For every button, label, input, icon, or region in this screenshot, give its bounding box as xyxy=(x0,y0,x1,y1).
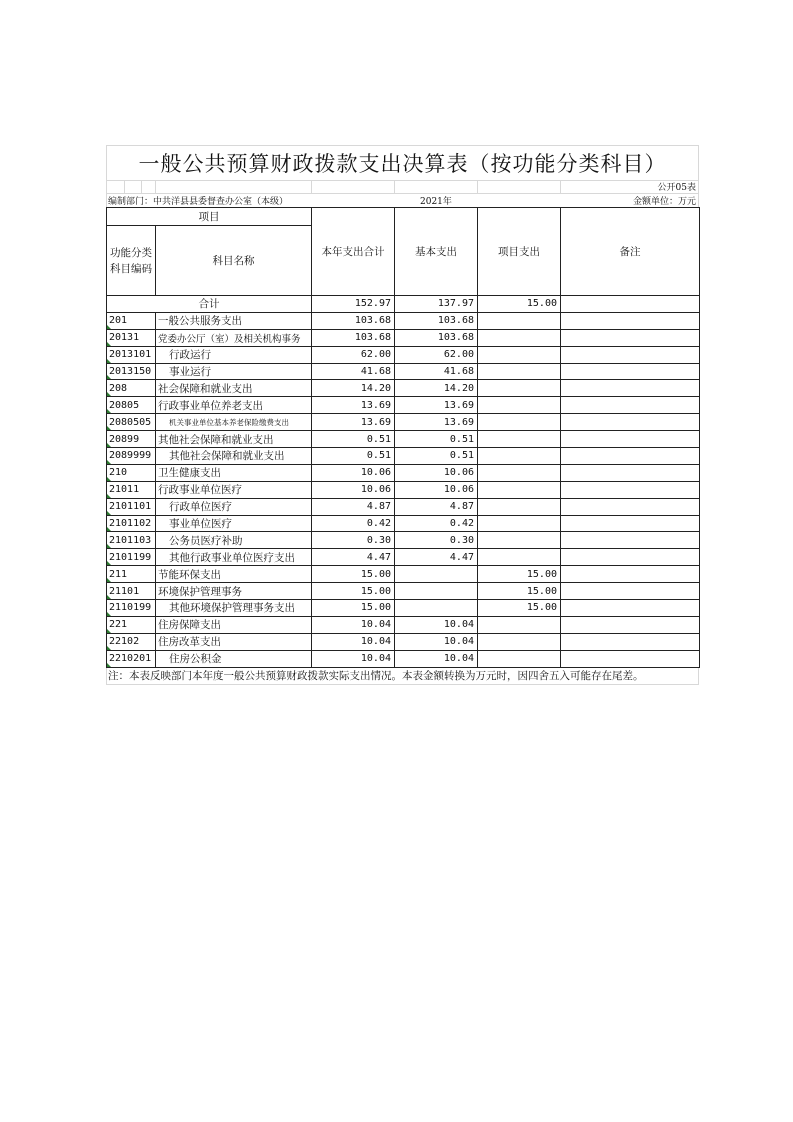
report-title: 一般公共预算财政拨款支出决算表（按功能分类科目） xyxy=(106,145,699,180)
row-total: 10.04 xyxy=(312,633,395,650)
report-sheet xyxy=(106,145,699,685)
table-row xyxy=(107,448,700,465)
header-total: 本年支出合计 xyxy=(312,208,395,296)
row-code: 22102 xyxy=(107,633,156,650)
row-name: 住房保障支出 xyxy=(156,616,312,633)
table-row xyxy=(107,380,700,397)
row-project xyxy=(478,464,561,481)
row-basic: 0.51 xyxy=(395,431,478,448)
row-name: 卫生健康支出 xyxy=(156,464,312,481)
row-total: 13.69 xyxy=(312,397,395,414)
row-code: 20131 xyxy=(107,329,156,346)
row-remark xyxy=(561,329,700,346)
row-basic: 4.87 xyxy=(395,498,478,515)
amount-unit: 金额单位：万元 xyxy=(632,197,696,207)
table-body xyxy=(107,296,700,668)
row-basic: 14.20 xyxy=(395,380,478,397)
row-name: 行政单位医疗 xyxy=(156,498,312,515)
row-basic xyxy=(395,583,478,600)
row-project xyxy=(478,397,561,414)
row-basic: 0.30 xyxy=(395,532,478,549)
table-row xyxy=(107,346,700,363)
row-name: 党委办公厅（室）及相关机构事务 xyxy=(156,329,312,346)
row-name: 其他社会保障和就业支出 xyxy=(156,448,312,465)
total-amount: 152.97 xyxy=(312,296,395,313)
table-row xyxy=(107,329,700,346)
row-remark xyxy=(561,633,700,650)
row-code: 2101101 xyxy=(107,498,156,515)
total-label: 合计 xyxy=(107,296,312,313)
header-remark: 备注 xyxy=(561,208,700,296)
row-project xyxy=(478,329,561,346)
total-project: 15.00 xyxy=(478,296,561,313)
table-row xyxy=(107,498,700,515)
row-code: 201 xyxy=(107,312,156,329)
row-total: 15.00 xyxy=(312,600,395,617)
table-row xyxy=(107,650,700,667)
row-name: 行政运行 xyxy=(156,346,312,363)
total-basic: 137.97 xyxy=(395,296,478,313)
row-basic: 13.69 xyxy=(395,414,478,431)
table-row xyxy=(107,431,700,448)
row-remark xyxy=(561,600,700,617)
header-name: 科目名称 xyxy=(156,226,312,296)
row-name: 一般公共服务支出 xyxy=(156,312,312,329)
row-code: 21101 xyxy=(107,583,156,600)
row-basic: 0.51 xyxy=(395,448,478,465)
row-project xyxy=(478,363,561,380)
row-basic: 4.47 xyxy=(395,549,478,566)
row-total: 62.00 xyxy=(312,346,395,363)
row-remark xyxy=(561,312,700,329)
row-total: 10.06 xyxy=(312,481,395,498)
row-remark xyxy=(561,650,700,667)
table-row xyxy=(107,312,700,329)
row-project xyxy=(478,414,561,431)
row-name: 社会保障和就业支出 xyxy=(156,380,312,397)
row-basic: 10.06 xyxy=(395,481,478,498)
row-project xyxy=(478,380,561,397)
row-code: 20899 xyxy=(107,431,156,448)
row-total: 10.04 xyxy=(312,650,395,667)
row-remark xyxy=(561,414,700,431)
table-row xyxy=(107,549,700,566)
row-name: 环境保护管理事务 xyxy=(156,583,312,600)
footnote: 注：本表反映部门本年度一般公共预算财政拨款实际支出情况。本表金额转换为万元时，因四舍五入可能存在尾差。 xyxy=(106,668,699,685)
row-remark xyxy=(561,397,700,414)
row-name: 其他环境保护管理事务支出 xyxy=(156,600,312,617)
table-row xyxy=(107,566,700,583)
row-basic: 10.04 xyxy=(395,616,478,633)
row-remark xyxy=(561,616,700,633)
row-project xyxy=(478,481,561,498)
row-code: 21011 xyxy=(107,481,156,498)
row-code: 2101103 xyxy=(107,532,156,549)
row-remark xyxy=(561,549,700,566)
row-basic xyxy=(395,566,478,583)
row-remark xyxy=(561,431,700,448)
row-name: 节能环保支出 xyxy=(156,566,312,583)
row-total: 4.87 xyxy=(312,498,395,515)
compiler-row xyxy=(106,193,699,207)
row-name: 住房改革支出 xyxy=(156,633,312,650)
total-remark xyxy=(561,296,700,313)
row-project xyxy=(478,515,561,532)
row-remark xyxy=(561,566,700,583)
row-total: 0.30 xyxy=(312,532,395,549)
row-remark xyxy=(561,380,700,397)
row-name: 事业单位医疗 xyxy=(156,515,312,532)
row-project xyxy=(478,650,561,667)
row-basic: 10.04 xyxy=(395,633,478,650)
row-name: 事业运行 xyxy=(156,363,312,380)
row-code: 2110199 xyxy=(107,600,156,617)
form-number: 公开05表 xyxy=(657,183,696,193)
row-basic: 62.00 xyxy=(395,346,478,363)
row-total: 103.68 xyxy=(312,329,395,346)
row-code: 208 xyxy=(107,380,156,397)
row-total: 15.00 xyxy=(312,566,395,583)
row-basic: 103.68 xyxy=(395,312,478,329)
row-code: 2101102 xyxy=(107,515,156,532)
table-row xyxy=(107,464,700,481)
row-total: 0.51 xyxy=(312,431,395,448)
row-remark xyxy=(561,532,700,549)
row-project xyxy=(478,448,561,465)
row-basic: 103.68 xyxy=(395,329,478,346)
table-row xyxy=(107,532,700,549)
row-remark xyxy=(561,481,700,498)
row-project xyxy=(478,498,561,515)
row-remark xyxy=(561,363,700,380)
row-total: 103.68 xyxy=(312,312,395,329)
row-total: 0.42 xyxy=(312,515,395,532)
form-number-row xyxy=(106,180,699,193)
row-remark xyxy=(561,515,700,532)
row-code: 20805 xyxy=(107,397,156,414)
row-code: 2101199 xyxy=(107,549,156,566)
header-item: 项目 xyxy=(107,208,312,226)
row-total: 0.51 xyxy=(312,448,395,465)
row-name: 公务员医疗补助 xyxy=(156,532,312,549)
row-remark xyxy=(561,498,700,515)
row-name: 机关事业单位基本养老保险缴费支出 xyxy=(156,414,312,431)
row-project xyxy=(478,633,561,650)
row-name: 住房公积金 xyxy=(156,650,312,667)
row-remark xyxy=(561,583,700,600)
row-name: 行政事业单位医疗 xyxy=(156,481,312,498)
table-row xyxy=(107,583,700,600)
row-project: 15.00 xyxy=(478,583,561,600)
row-total: 14.20 xyxy=(312,380,395,397)
row-name: 其他社会保障和就业支出 xyxy=(156,431,312,448)
header-basic: 基本支出 xyxy=(395,208,478,296)
table-row xyxy=(107,633,700,650)
row-project: 15.00 xyxy=(478,566,561,583)
row-project xyxy=(478,532,561,549)
row-code: 210 xyxy=(107,464,156,481)
table-row xyxy=(107,363,700,380)
total-row xyxy=(107,296,700,313)
row-total: 15.00 xyxy=(312,583,395,600)
table-row xyxy=(107,600,700,617)
row-code: 2080505 xyxy=(107,414,156,431)
row-project xyxy=(478,431,561,448)
row-total: 10.04 xyxy=(312,616,395,633)
header-code: 功能分类科目编码 xyxy=(107,226,156,296)
row-remark xyxy=(561,346,700,363)
row-basic: 0.42 xyxy=(395,515,478,532)
row-project xyxy=(478,312,561,329)
row-remark xyxy=(561,448,700,465)
table-row xyxy=(107,515,700,532)
row-project: 15.00 xyxy=(478,600,561,617)
report-year: 2021年 xyxy=(420,197,452,207)
table-row xyxy=(107,397,700,414)
expenditure-table xyxy=(106,207,700,668)
row-code: 2210201 xyxy=(107,650,156,667)
row-total: 10.06 xyxy=(312,464,395,481)
row-project xyxy=(478,616,561,633)
row-total: 41.68 xyxy=(312,363,395,380)
row-basic: 13.69 xyxy=(395,397,478,414)
row-project xyxy=(478,549,561,566)
compiler-dept: 编制部门：中共洋县县委督查办公室（本级） xyxy=(108,197,289,207)
row-remark xyxy=(561,464,700,481)
row-name: 其他行政事业单位医疗支出 xyxy=(156,549,312,566)
row-code: 2089999 xyxy=(107,448,156,465)
header-project: 项目支出 xyxy=(478,208,561,296)
row-code: 221 xyxy=(107,616,156,633)
row-code: 2013150 xyxy=(107,363,156,380)
row-basic: 10.06 xyxy=(395,464,478,481)
row-project xyxy=(478,346,561,363)
row-basic xyxy=(395,600,478,617)
table-row xyxy=(107,414,700,431)
table-row xyxy=(107,616,700,633)
table-row xyxy=(107,481,700,498)
row-code: 211 xyxy=(107,566,156,583)
row-total: 13.69 xyxy=(312,414,395,431)
row-name: 行政事业单位养老支出 xyxy=(156,397,312,414)
row-basic: 41.68 xyxy=(395,363,478,380)
row-code: 2013101 xyxy=(107,346,156,363)
row-total: 4.47 xyxy=(312,549,395,566)
row-basic: 10.04 xyxy=(395,650,478,667)
